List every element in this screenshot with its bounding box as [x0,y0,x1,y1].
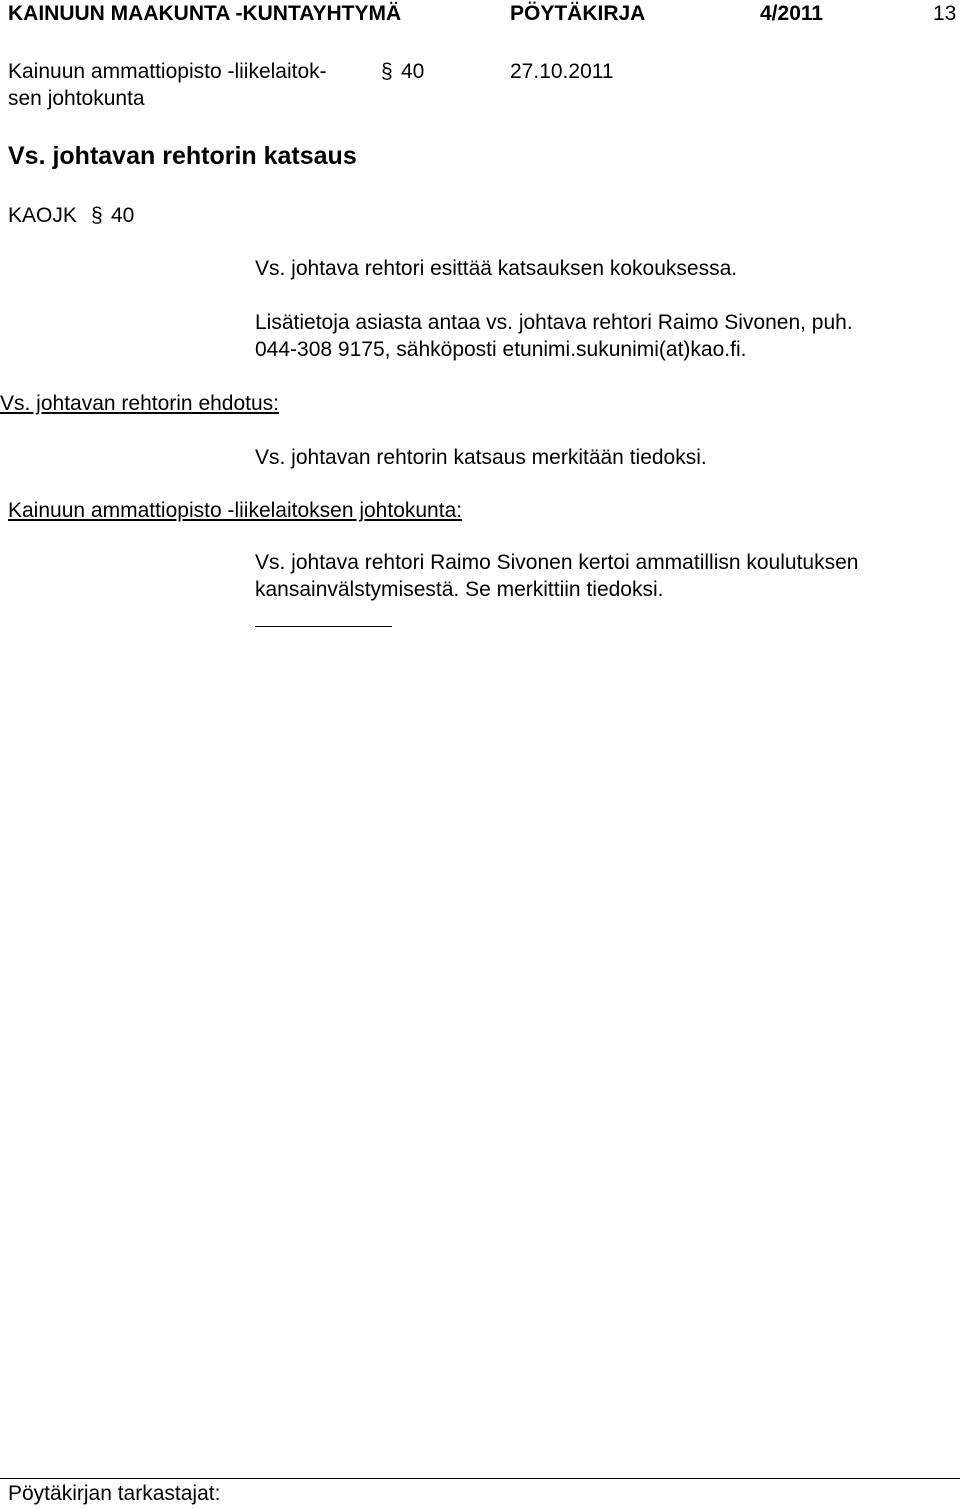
reference-number: 40 [111,204,135,227]
proposal-text: Vs. johtavan rehtorin katsaus merkitään tiedoksi. [255,446,707,469]
meeting-date: 27.10.2011 [510,60,614,83]
intro-line-1: Vs. johtava rehtori esittää katsauksen kokouksessa. [255,257,738,280]
document-type: PÖYTÄKIRJA [510,2,646,25]
intro-line-3: 044-308 9175, sähköposti etunimi.sukunimi(at)kao.fi. [255,338,747,361]
section-end-rule [255,626,392,627]
reference-section-symbol: § [91,204,103,227]
page-number: 13 [933,2,957,25]
body-name-line1: Kainuun ammattiopisto -liikelaitok- [8,60,327,83]
body-name-line2: sen johtokunta [8,87,145,110]
footer-rule [0,1478,960,1479]
footer-reviewers-label: Pöytäkirjan tarkastajat: [8,1482,221,1505]
decision-line-2: kansainvälstymisestä. Se merkittiin tiedoksi. [255,578,664,601]
section-number: 40 [401,60,425,83]
page-title: Vs. johtavan rehtorin katsaus [8,142,357,170]
decision-label: Kainuun ammattiopisto -liikelaitoksen johtokunta: [8,499,463,522]
decision-line-1: Vs. johtava rehtori Raimo Sivonen kertoi ammatillisn koulutuksen [255,551,859,574]
organization-name: KAINUUN MAAKUNTA -KUNTAYHTYMÄ [8,2,402,25]
reference-label: KAOJK [8,204,77,227]
document-number: 4/2011 [760,2,824,25]
intro-line-2: Lisätietoja asiasta antaa vs. johtava rehtori Raimo Sivonen, puh. [255,311,853,334]
section-symbol: § [381,60,393,83]
proposal-label: Vs. johtavan rehtorin ehdotus: [0,392,280,415]
